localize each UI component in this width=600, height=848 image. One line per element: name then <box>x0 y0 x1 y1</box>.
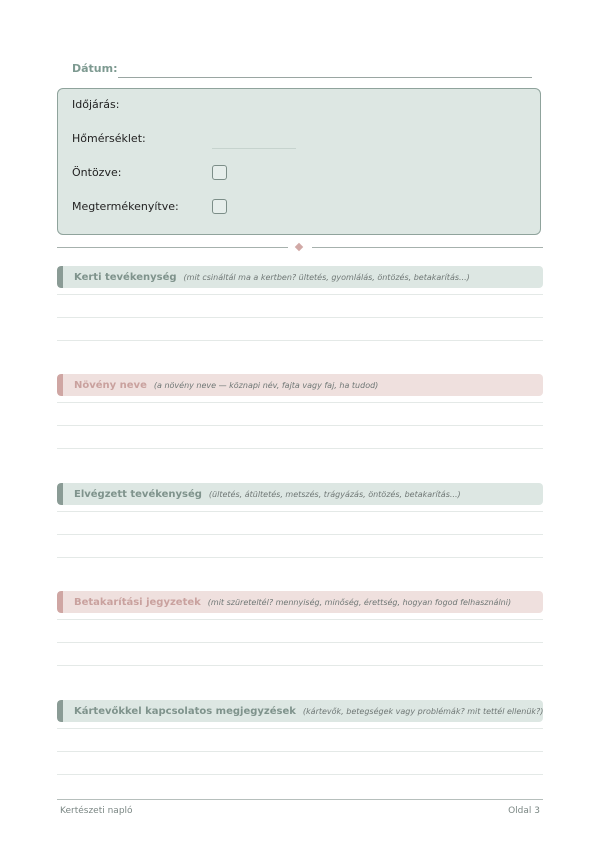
writing-line[interactable] <box>57 642 543 643</box>
temperature-input-line[interactable] <box>212 148 296 149</box>
section-title: Kártevőkkel kapcsolatos megjegyzések <box>74 705 296 717</box>
writing-line[interactable] <box>57 728 543 729</box>
section-hint: (ültetés, átültetés, metszés, trágyázás, öntözés, betakarítás...) <box>208 489 461 499</box>
writing-line[interactable] <box>57 402 543 403</box>
section-completed-activity-header <box>57 483 543 505</box>
weather-box <box>57 88 541 235</box>
divider-right <box>312 247 543 248</box>
section-hint: (mit csináltál ma a kertben? ültetés, gyomlálás, öntözés, betakarítás...) <box>183 272 470 282</box>
writing-line[interactable] <box>57 294 543 295</box>
date-input-line[interactable] <box>118 77 532 78</box>
writing-line[interactable] <box>57 340 543 341</box>
section-hint: (a növény neve — köznapi név, fajta vagy faj, ha tudod) <box>153 380 379 390</box>
watered-checkbox[interactable] <box>212 165 227 180</box>
section-accent <box>57 700 63 722</box>
section-title: Elvégzett tevékenység <box>74 488 202 500</box>
writing-line[interactable] <box>57 511 543 512</box>
section-accent <box>57 591 63 613</box>
fertilized-checkbox[interactable] <box>212 199 227 214</box>
section-hint: (kártevők, betegségek vagy problémák? mit tettél ellenük?) <box>302 706 543 716</box>
section-accent <box>57 374 63 396</box>
weather-label: Időjárás: <box>72 98 120 111</box>
writing-line[interactable] <box>57 751 543 752</box>
writing-line[interactable] <box>57 619 543 620</box>
section-harvest-notes-header <box>57 591 543 613</box>
section-garden-activity-header <box>57 266 543 288</box>
fertilized-label: Megtermékenyítve: <box>72 200 179 213</box>
writing-line[interactable] <box>57 448 543 449</box>
date-row <box>72 62 532 80</box>
footer-rule <box>57 799 543 800</box>
date-label: Dátum: <box>72 62 118 75</box>
divider-diamond-icon <box>295 243 303 251</box>
writing-line[interactable] <box>57 557 543 558</box>
writing-line[interactable] <box>57 774 543 775</box>
section-plant-name-header <box>57 374 543 396</box>
footer-title: Kertészeti napló <box>60 806 133 816</box>
temperature-label: Hőmérséklet: <box>72 132 146 145</box>
watered-label: Öntözve: <box>72 166 122 179</box>
section-title: Betakarítási jegyzetek <box>74 596 201 608</box>
section-title: Növény neve <box>74 379 147 391</box>
writing-line[interactable] <box>57 665 543 666</box>
writing-line[interactable] <box>57 317 543 318</box>
page-number: Oldal 3 <box>508 806 540 816</box>
section-title: Kerti tevékenység <box>74 271 177 283</box>
section-accent <box>57 266 63 288</box>
section-accent <box>57 483 63 505</box>
section-pest-notes-header <box>57 700 543 722</box>
section-hint: (mit szüreteltél? mennyiség, minőség, érettség, hogyan fogod felhasználni) <box>207 597 512 607</box>
writing-line[interactable] <box>57 425 543 426</box>
writing-line[interactable] <box>57 534 543 535</box>
divider-left <box>57 247 288 248</box>
